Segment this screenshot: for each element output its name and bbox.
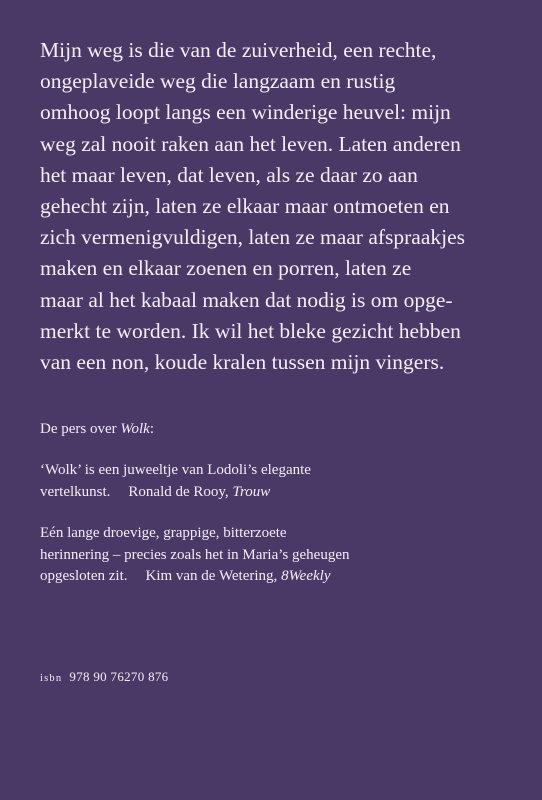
quote-line: het maar leven, dat leven, als ze daar zo aan [40,162,418,187]
quote-line: maken en elkaar zoenen en porren, laten ze [40,256,412,281]
quote-line: van een non, koude kralen tussen mijn vingers. [40,350,445,375]
review-text: vertelkunst. [40,483,111,500]
quote-line: weg zal nooit raken aan het leven. Laten anderen [40,131,461,156]
review-text: opgesloten zit. [40,568,128,584]
isbn [40,669,168,685]
review-author: Ronald de Rooy, [128,483,233,500]
quote-line: maar al het kabaal maken dat nodig is om opge- [40,287,453,312]
main-quote [40,35,520,378]
quote-line: Mijn weg is die van de zuiverheid, een rechte, [40,38,437,62]
press-heading-prefix: De pers over [40,421,121,437]
review-8weekly [40,523,510,588]
review-source: Trouw [232,483,271,500]
quote-line: zich vermenigvuldigen, laten ze maar afspraakjes [40,225,466,250]
review-line: Eén lange droevige, grappige, bitterzoete [40,525,287,541]
quote-line: ongeplaveide weg die langzaam en rustig [40,69,396,94]
quote-line: merkt te worden. Ik wil het bleke gezicht hebben [40,318,461,343]
review-line [40,482,510,504]
press-heading-suffix: : [149,421,155,437]
review-source: 8Weekly [281,568,331,584]
press-heading [40,419,510,441]
review-trouw [40,460,510,503]
press-heading-title: Wolk [120,421,150,437]
isbn-label: isbn [40,673,63,684]
review-line [40,566,510,588]
review-author: Kim van de Wetering, [145,568,282,584]
review-line: ‘Wolk’ is een juweeltje van Lodoli’s elegante [40,462,311,478]
review-line: herinnering – precies zoals het in Maria’s geheugen [40,546,350,563]
quote-line: omhoog loopt langs een winderige heuvel: mijn [40,100,451,125]
isbn-number: 978 90 76270 876 [69,669,169,684]
quote-line: gehecht zijn, laten ze elkaar maar ontmoeten en [40,194,450,219]
